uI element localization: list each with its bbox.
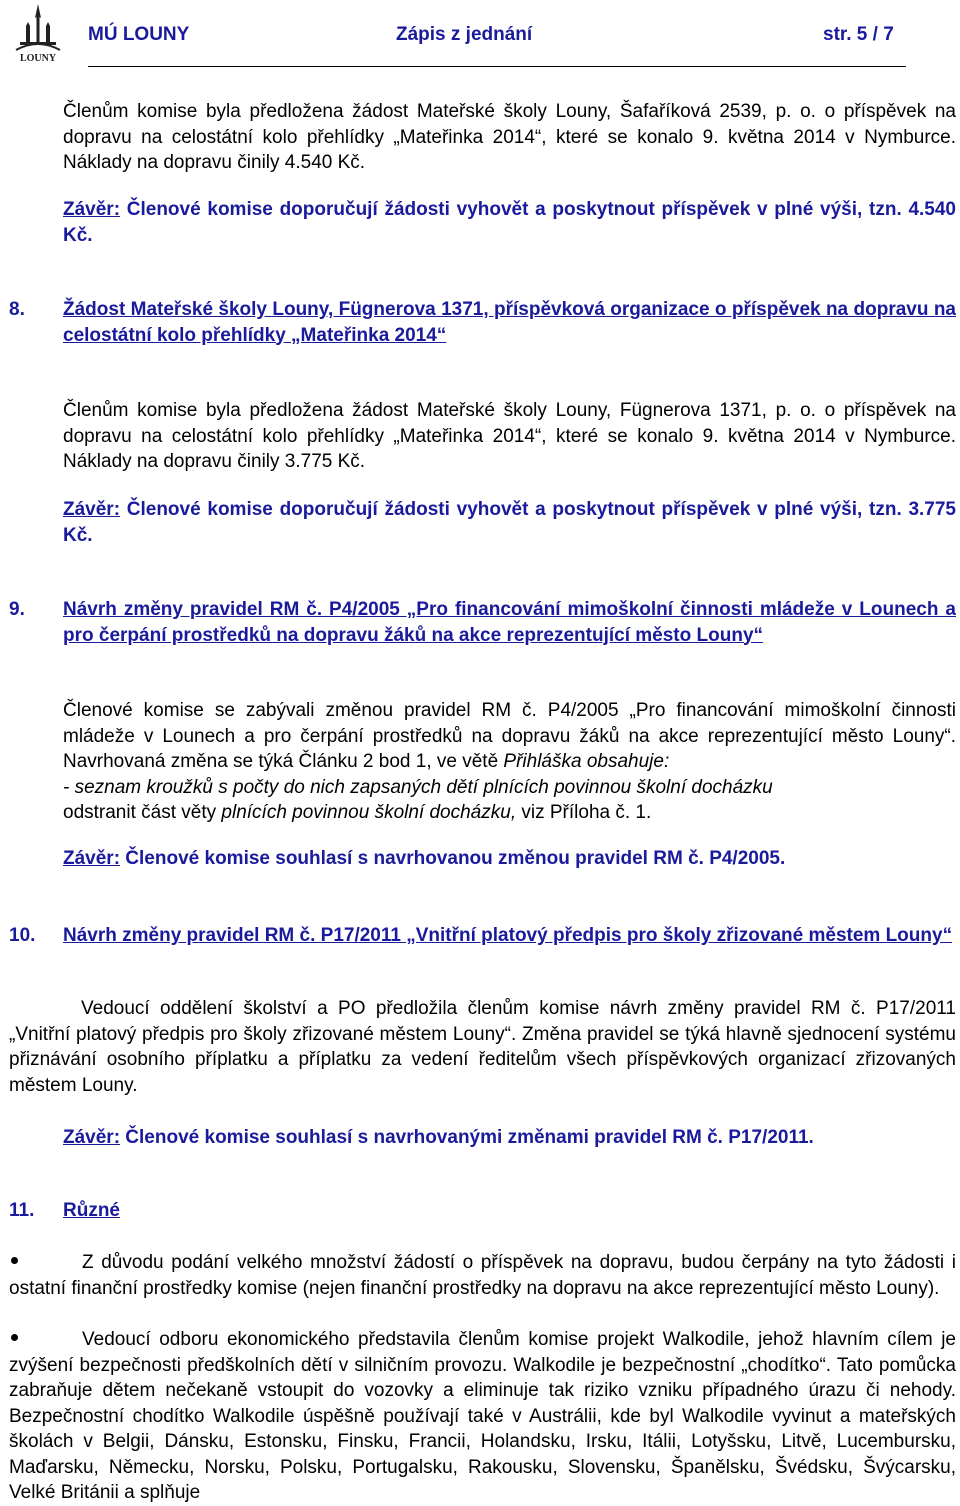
conclusion-8 xyxy=(63,497,956,548)
section-title: Návrh změny pravidel RM č. P4/2005 „Pro financování mimoškolní činnosti mládeže v Lounech a pro čerpání prostředků na dopravu žáků na akce reprezentující město Louny“ xyxy=(63,599,956,646)
conclusion-10 xyxy=(63,1125,956,1151)
paragraph-text: Členové komise se zabývali změnou pravidel RM č. P4/2005 „Pro financování mimoškolní činnosti mládeže v Lounech a pro čerpání prostředků na dopravu žáků na akce reprezentující město Louny“. Navrhovaná změna se týká Článku 2 bod 1, ve větě xyxy=(63,700,956,772)
conclusion-label: Závěr: xyxy=(63,848,121,869)
section-title: Žádost Mateřské školy Louny, Fügnerova 1371, příspěvková organizace o příspěvek na dopravu na celostátní kolo přehlídky „Mateřinka 2014“ xyxy=(63,299,956,346)
bullet-icon xyxy=(11,1334,18,1341)
section-number: 10. xyxy=(9,925,36,946)
conclusion-text: Členové komise souhlasí s navrhovanými změnami pravidel RM č. P17/2011. xyxy=(120,1127,814,1148)
quoted-text: plnících povinnou školní docházku, xyxy=(221,802,517,823)
conclusion-label: Závěr: xyxy=(63,1127,121,1148)
section-9-heading xyxy=(9,597,956,648)
conclusion-7 xyxy=(63,197,956,248)
paragraph-text: viz Příloha č. 1. xyxy=(516,802,652,823)
bullet-item xyxy=(9,1327,956,1506)
bullet-text: Z důvodu podání velkého množství žádostí o příspěvek na dopravu, budou čerpány na tyto žádosti i ostatní finanční prostředky komise (nejen finanční prostředky na dopravu na akce reprezentující město Louny). xyxy=(9,1252,956,1299)
section-number: 8. xyxy=(9,299,25,320)
section-10-heading xyxy=(9,923,956,949)
conclusion-label: Závěr: xyxy=(63,499,121,520)
section-number: 11. xyxy=(9,1200,35,1221)
paragraph-10-body: Vedoucí oddělení školství a PO předložila členům komise návrh změny pravidel RM č. P17/2011 „Vnitřní platový předpis pro školy zřizované městem Louny“. Změna pravidel se týká hlavně sjednocení systému přiznávání osobního příplatku a příplatku za vedení ředitelům všech příspěvkových organizací zřizovaných městem Louny. xyxy=(9,998,956,1096)
section-11-heading xyxy=(9,1198,956,1224)
conclusion-text: Členové komise doporučují žádosti vyhovět a poskytnout příspěvek v plné výši, tzn. 4.540 Kč. xyxy=(63,199,956,246)
conclusion-text: Členové komise souhlasí s navrhovanou změnou pravidel RM č. P4/2005. xyxy=(120,848,786,869)
section-number: 9. xyxy=(9,599,25,620)
header-doc-title: Zápis z jednání xyxy=(396,24,533,45)
bullet-text: Vedoucí odboru ekonomického představila členům komise projekt Walkodile, jehož hlavním cílem je zvýšení bezpečnosti předškolních dětí v silničním provozu. Walkodile je bezpečnostní „chodítko“. Tato pomůcka zabraňuje dětem nečekaně vstoupit do vozovky a eliminuje tak riziko vzniku případného úrazu či nehody. Bezpečnostní chodítko Walkodile úspěšně používají také v Austrálii, kde byl Walkodile vyvinut a mateřských školách v Belgii, Dánsku, Estonsku, Finsku, Francii, Holandsku, Irsku, Itálii, Lotyšsku, Litvě, Lucembursku, Maďarsku, Německu, Norsku, Polsku, Portugalsku, Rakousku, Slovensku, Španělsku, Švédsku, Švýcarsku, Velké Británii a splňuje xyxy=(9,1329,956,1503)
svg-text:LOUNY: LOUNY xyxy=(19,53,57,64)
paragraph-7-body: Členům komise byla předložena žádost Mateřské školy Louny, Šafaříková 2539, p. o. o příspěvek na dopravu na celostátní kolo přehlídky „Mateřinka 2014“, které se konalo 9. května 2014 v Nymburce. Náklady na dopravu činily 4.540 Kč. xyxy=(63,101,956,173)
conclusion-text: Členové komise doporučují žádosti vyhovět a poskytnout příspěvek v plné výši, tzn. 3.775 Kč. xyxy=(63,499,956,546)
bullet-icon xyxy=(11,1257,18,1264)
louny-logo-icon xyxy=(12,2,64,64)
header-page-number: str. 5 / 7 xyxy=(823,24,894,45)
bullet-item xyxy=(9,1250,956,1301)
section-title: Návrh změny pravidel RM č. P17/2011 „Vnitřní platový předpis pro školy zřizované městem Louny“ xyxy=(63,925,953,946)
paragraph-9-body xyxy=(63,698,956,826)
header-org: MÚ LOUNY xyxy=(88,24,190,45)
section-8-heading xyxy=(9,297,956,348)
header-divider xyxy=(88,66,906,67)
quoted-text: - seznam kroužků s počty do nich zapsaných dětí plnících povinnou školní docházku xyxy=(63,776,773,798)
page-header xyxy=(0,0,960,68)
quoted-text: Přihláška obsahuje: xyxy=(503,751,670,772)
paragraph-text: odstranit část věty xyxy=(63,802,222,823)
conclusion-label: Závěr: xyxy=(63,199,121,220)
paragraph-8-body: Členům komise byla předložena žádost Mateřské školy Louny, Fügnerova 1371, p. o. o příspěvek na dopravu na celostátní kolo přehlídky „Mateřinka 2014“, které se konalo 9. května 2014 v Nymburce. Náklady na dopravu činily 3.775 Kč. xyxy=(63,400,956,472)
conclusion-9 xyxy=(63,846,956,872)
section-title: Různé xyxy=(63,1200,120,1221)
